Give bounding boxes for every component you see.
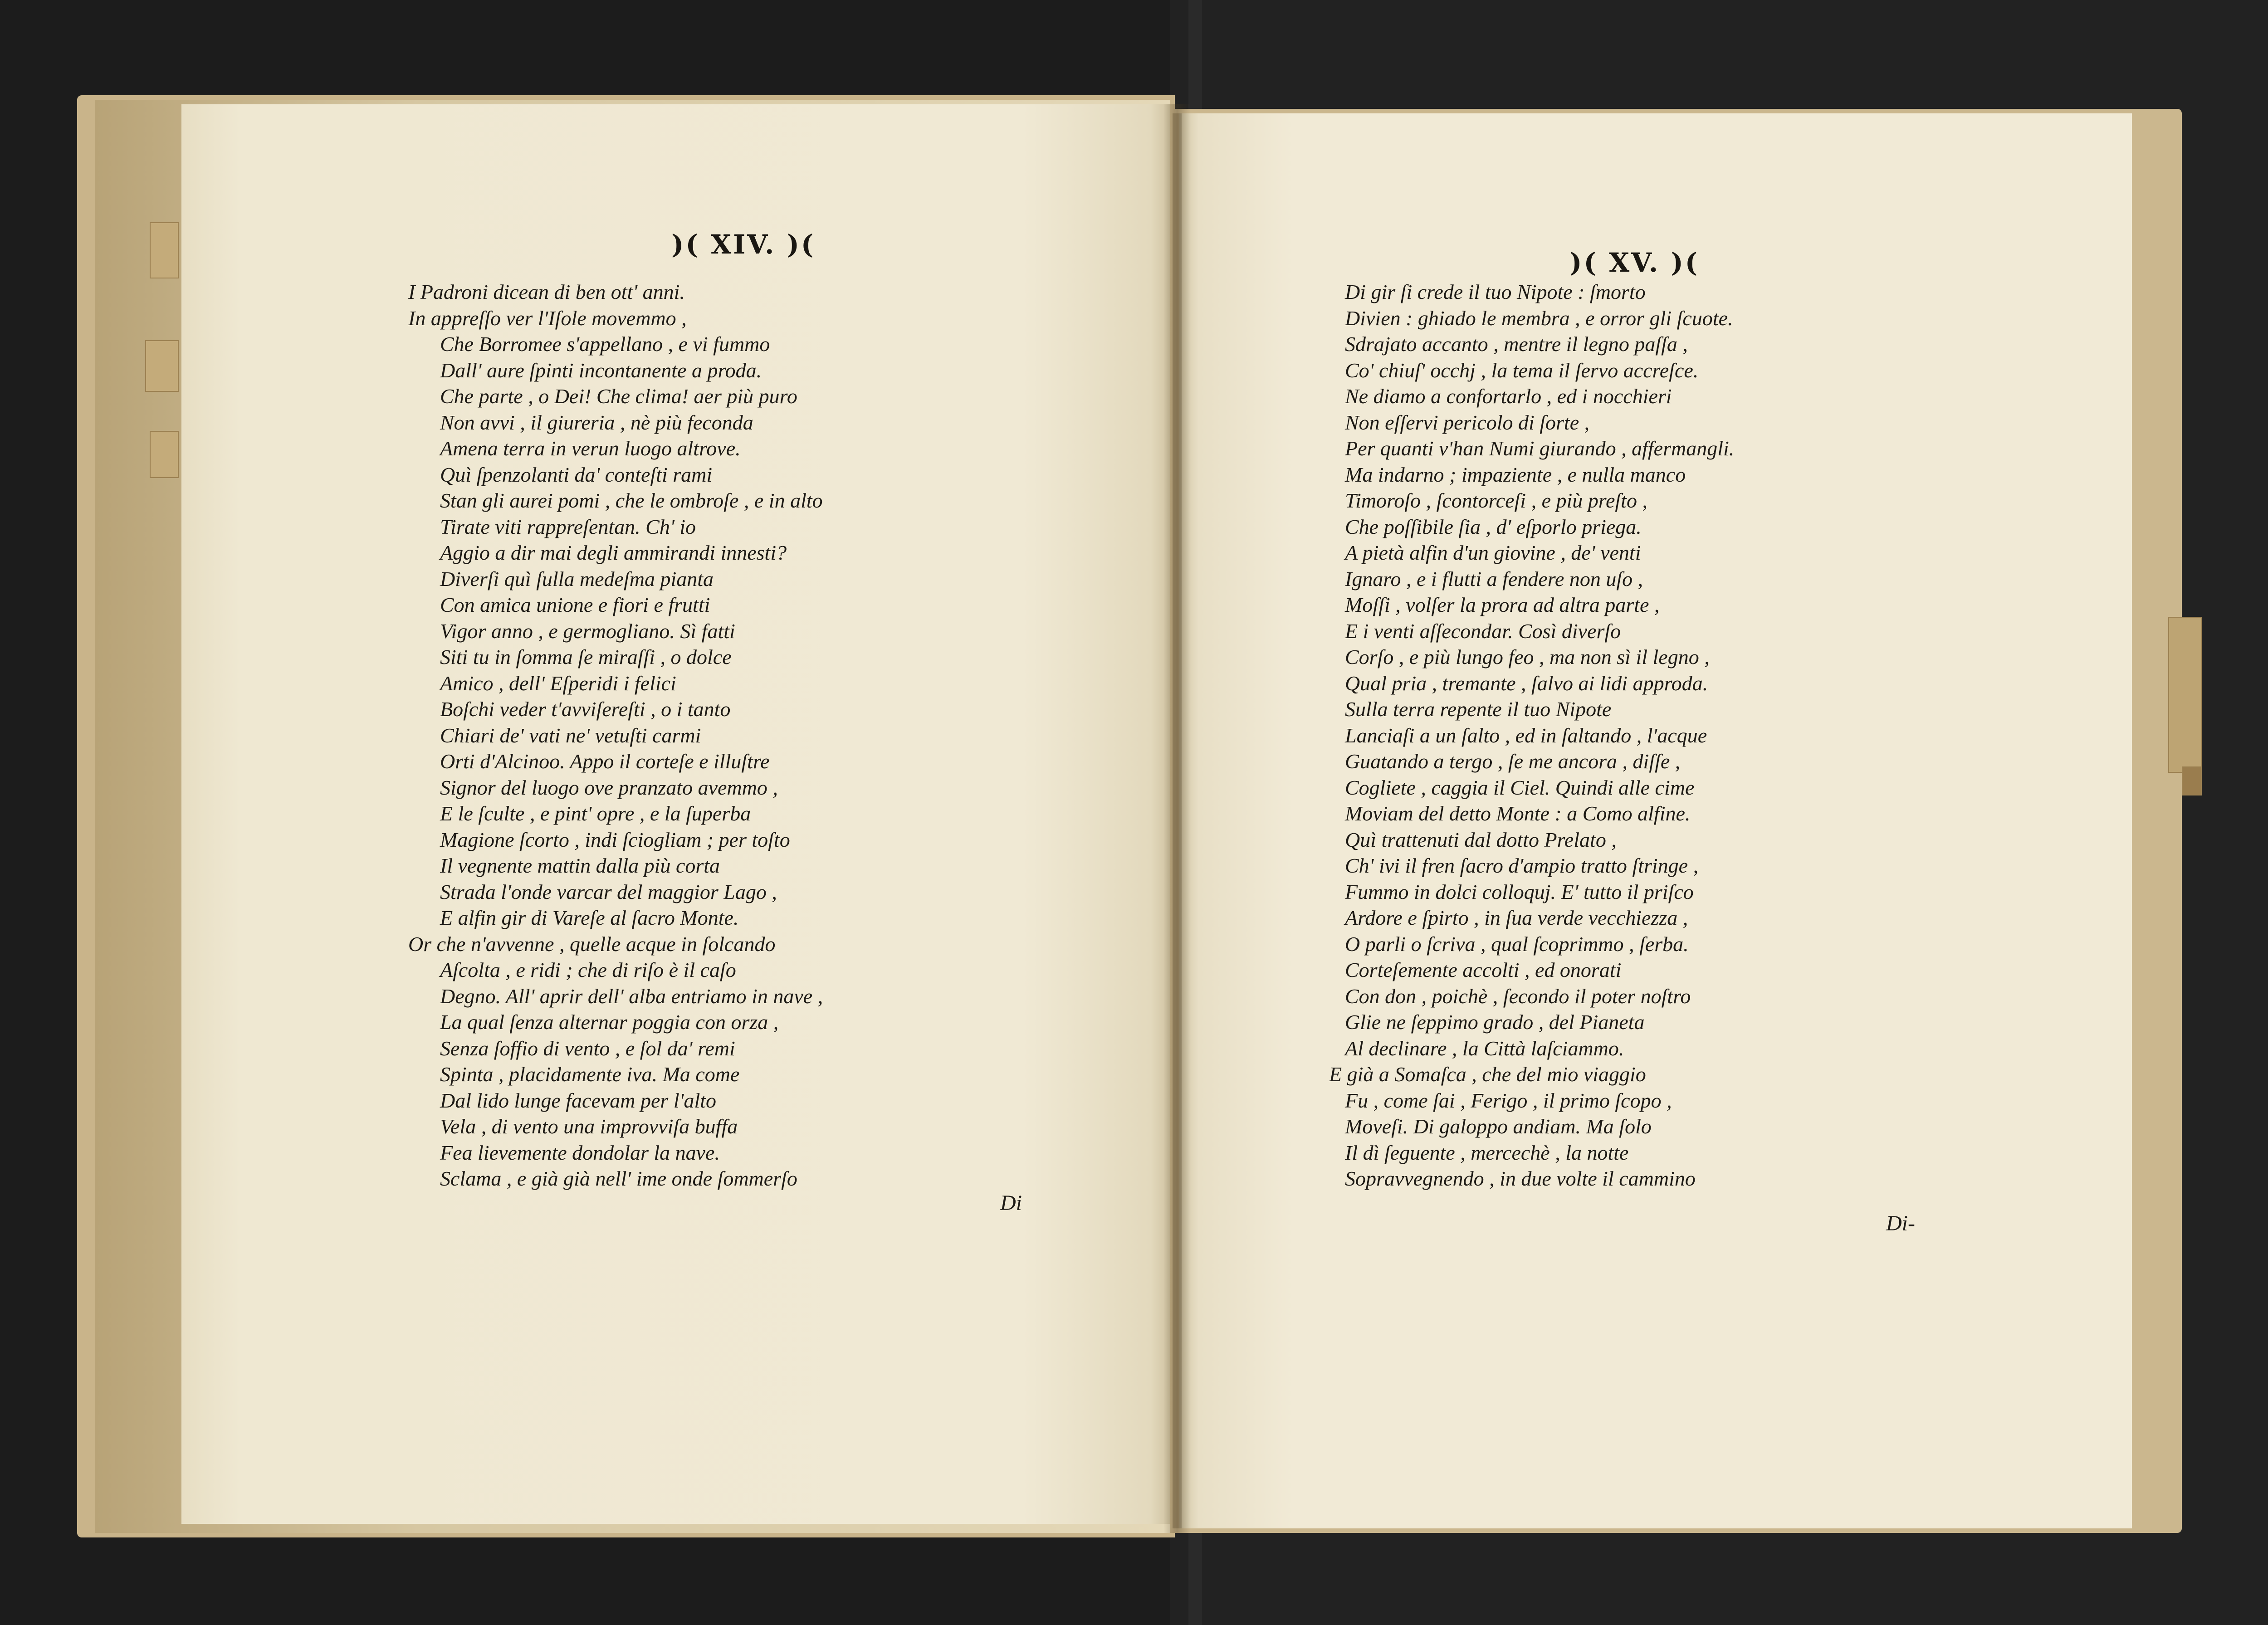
verse-line: Timoroſo , ſcontorceſi , e più preſto , [1345, 489, 1647, 512]
verse-line: Il vegnente mattin dalla più corta [440, 854, 720, 877]
verse-line: Cogliete , caggia il Ciel. Quindi alle cime [1345, 776, 1695, 799]
verse-line: Chiari de' vati ne' vetuſti carmi [440, 723, 701, 747]
verse-line: Signor del luogo ove pranzato avemmo , [440, 776, 778, 799]
verse-line: Glie ne ſeppimo grado , del Pianeta [1345, 1010, 1645, 1034]
verse-line: Con amica unione e fiori e frutti [440, 593, 710, 616]
verse-line: Divien : ghiado le membra , e orror gli ſcuote. [1345, 306, 1733, 330]
verse-line: Boſchi veder t'avviſereſti , o i tanto [440, 698, 731, 721]
verse-line: O parli o ſcriva , qual ſcoprimmo , ſerba. [1345, 932, 1689, 956]
verse-line: Ch' ivi il fren ſacro d'ampio tratto ſtringe , [1345, 854, 1699, 877]
verse-line: Corſo , e più lungo feo , ma non sì il legno , [1345, 645, 1710, 669]
verse-line: Non eſſervi pericolo di ſorte , [1345, 410, 1590, 434]
verse-line: Degno. All' aprir dell' alba entriamo in nave , [440, 984, 823, 1008]
verse-line: Che Borromee s'appellano , e vi fummo [440, 332, 770, 356]
verse-line: Dall' aure ſpinti incontanente a proda. [440, 358, 762, 382]
verse-line: Senza ſoffio di vento , e ſol da' remi [440, 1036, 735, 1060]
book-gutter [1163, 104, 1191, 1533]
verse-line: E le ſculte , e pint' opre , e la ſuperba [440, 802, 751, 825]
left-page-catchword: Di [1000, 1191, 1022, 1215]
verse-line: E già a Somaſca , che del mio viaggio [1329, 1063, 1646, 1086]
verse-line: E alfin gir di Vareſe al ſacro Monte. [440, 906, 739, 929]
verse-line: Moviam del detto Monte : a Como alfine. [1345, 802, 1691, 825]
verse-line: Diverſi quì ſulla medeſma pianta [440, 567, 714, 590]
verse-line: Co' chiuſ' occhj , la tema il ſervo accreſce. [1345, 358, 1699, 382]
verse-line: Dal lido lunge facevam per l'alto [440, 1088, 717, 1112]
verse-line: Aggio a dir mai degli ammirandi innesti? [440, 541, 787, 564]
verse-line: Amico , dell' Eſperidi i felici [440, 671, 676, 695]
verse-line: Vigor anno , e germogliano. Sì fatti [440, 619, 735, 643]
verse-line: Ma indarno ; impaziente , e nulla manco [1345, 463, 1686, 486]
verse-line: Ne diamo a confortarlo , ed i nocchieri [1345, 385, 1672, 408]
verse-line: Fea lievemente dondolar la nave. [440, 1141, 720, 1164]
verse-line: E i venti aſſecondar. Così diverſo [1345, 619, 1621, 643]
page-tab [2182, 766, 2202, 795]
verse-line: Quì trattenuti dal dotto Prelato , [1345, 828, 1617, 851]
verse-line: Or che n'avvenne , quelle acque in ſolcando [408, 932, 776, 956]
verse-line: Stan gli aurei pomi , che le ombroſe , e in alto [440, 489, 823, 512]
verse-line: Ardore e ſpirto , in ſua verde vecchiezza , [1345, 906, 1688, 929]
verse-line: Siti tu in ſomma ſe miraſſi , o dolce [440, 645, 732, 669]
verse-line: Non avvi , il giureria , nè più feconda [440, 410, 753, 434]
verse-line: Magione ſcorto , indi ſciogliam ; per toſto [440, 828, 790, 851]
verse-line: Al declinare , la Città laſciammo. [1345, 1036, 1624, 1060]
verse-line: Aſcolta , e ridi ; che di riſo è il caſo [440, 958, 736, 981]
verse-line: Ignaro , e i flutti a fendere non uſo , [1345, 567, 1643, 590]
verse-line: Vela , di vento una improvviſa buffa [440, 1115, 738, 1138]
page-tab [145, 340, 179, 392]
verse-line: Orti d'Alcinoo. Appo il corteſe e illuſtre [440, 750, 770, 773]
verse-line: Con don , poichè , ſecondo il poter noſtro [1345, 984, 1691, 1008]
verse-line: Tirate viti rappreſentan. Ch' io [440, 515, 696, 538]
verse-line: Quì ſpenzolanti da' conteſti rami [440, 463, 713, 486]
verse-line: Sclama , e già già nell' ime onde ſommerſo [440, 1167, 797, 1190]
verse-line: Sulla terra repente il tuo Nipote [1345, 698, 1612, 721]
verse-line: La qual ſenza alternar poggia con orza , [440, 1010, 779, 1034]
verse-line: Spinta , placidamente iva. Ma come [440, 1063, 740, 1086]
open-book [77, 86, 2182, 1551]
verse-line: Strada l'onde varcar del maggior Lago , [440, 880, 777, 903]
verse-line: Corteſemente accolti , ed onorati [1345, 958, 1622, 981]
page-tab [150, 222, 179, 278]
verse-line: Che parte , o Dei! Che clima! aer più puro [440, 385, 797, 408]
verse-line: Sdrajato accanto , mentre il legno paſſa , [1345, 332, 1688, 356]
verse-line: Per quanti v'han Numi giurando , affermangli. [1345, 437, 1735, 460]
right-page-verses [1329, 279, 1734, 1192]
left-page-verses [408, 279, 823, 1192]
page-tab [2168, 617, 2202, 773]
verse-line: A pietà alfin d'un giovine , de' venti [1345, 541, 1641, 564]
right-page-heading: )( XV. )( [1569, 247, 1700, 278]
left-page-heading: )( XIV. )( [671, 229, 816, 260]
verse-line: Il dì ſeguente , mercechè , la notte [1345, 1141, 1629, 1164]
verse-line: I Padroni dicean di ben ott' anni. [408, 280, 685, 303]
verse-line: Qual pria , tremante , ſalvo ai lidi approda. [1345, 671, 1708, 695]
verse-line: Fummo in dolci colloquj. E' tutto il priſco [1345, 880, 1694, 903]
verse-line: Di gir ſi crede il tuo Nipote : ſmorto [1345, 280, 1646, 303]
verse-line: Moſſi , volſer la prora ad altra parte , [1345, 593, 1660, 616]
verse-line: Sopravvegnendo , in due volte il cammino [1345, 1167, 1696, 1190]
verse-line: Che poſſibile ſia , d' eſporlo priega. [1345, 515, 1642, 538]
verse-line: In appreſſo ver l'Iſole movemmo , [408, 306, 687, 330]
page-tab [150, 431, 179, 478]
right-page-catchword: Di- [1886, 1211, 1915, 1235]
verse-line: Guatando a tergo , ſe me ancora , diſſe , [1345, 750, 1681, 773]
verse-line: Lanciaſi a un ſalto , ed in ſaltando , l'acque [1345, 723, 1707, 747]
verse-line: Moveſi. Di galoppo andiam. Ma ſolo [1345, 1115, 1652, 1138]
verse-line: Fu , come ſai , Ferigo , il primo ſcopo , [1345, 1088, 1672, 1112]
verse-line: Amena terra in verun luogo altrove. [440, 437, 741, 460]
